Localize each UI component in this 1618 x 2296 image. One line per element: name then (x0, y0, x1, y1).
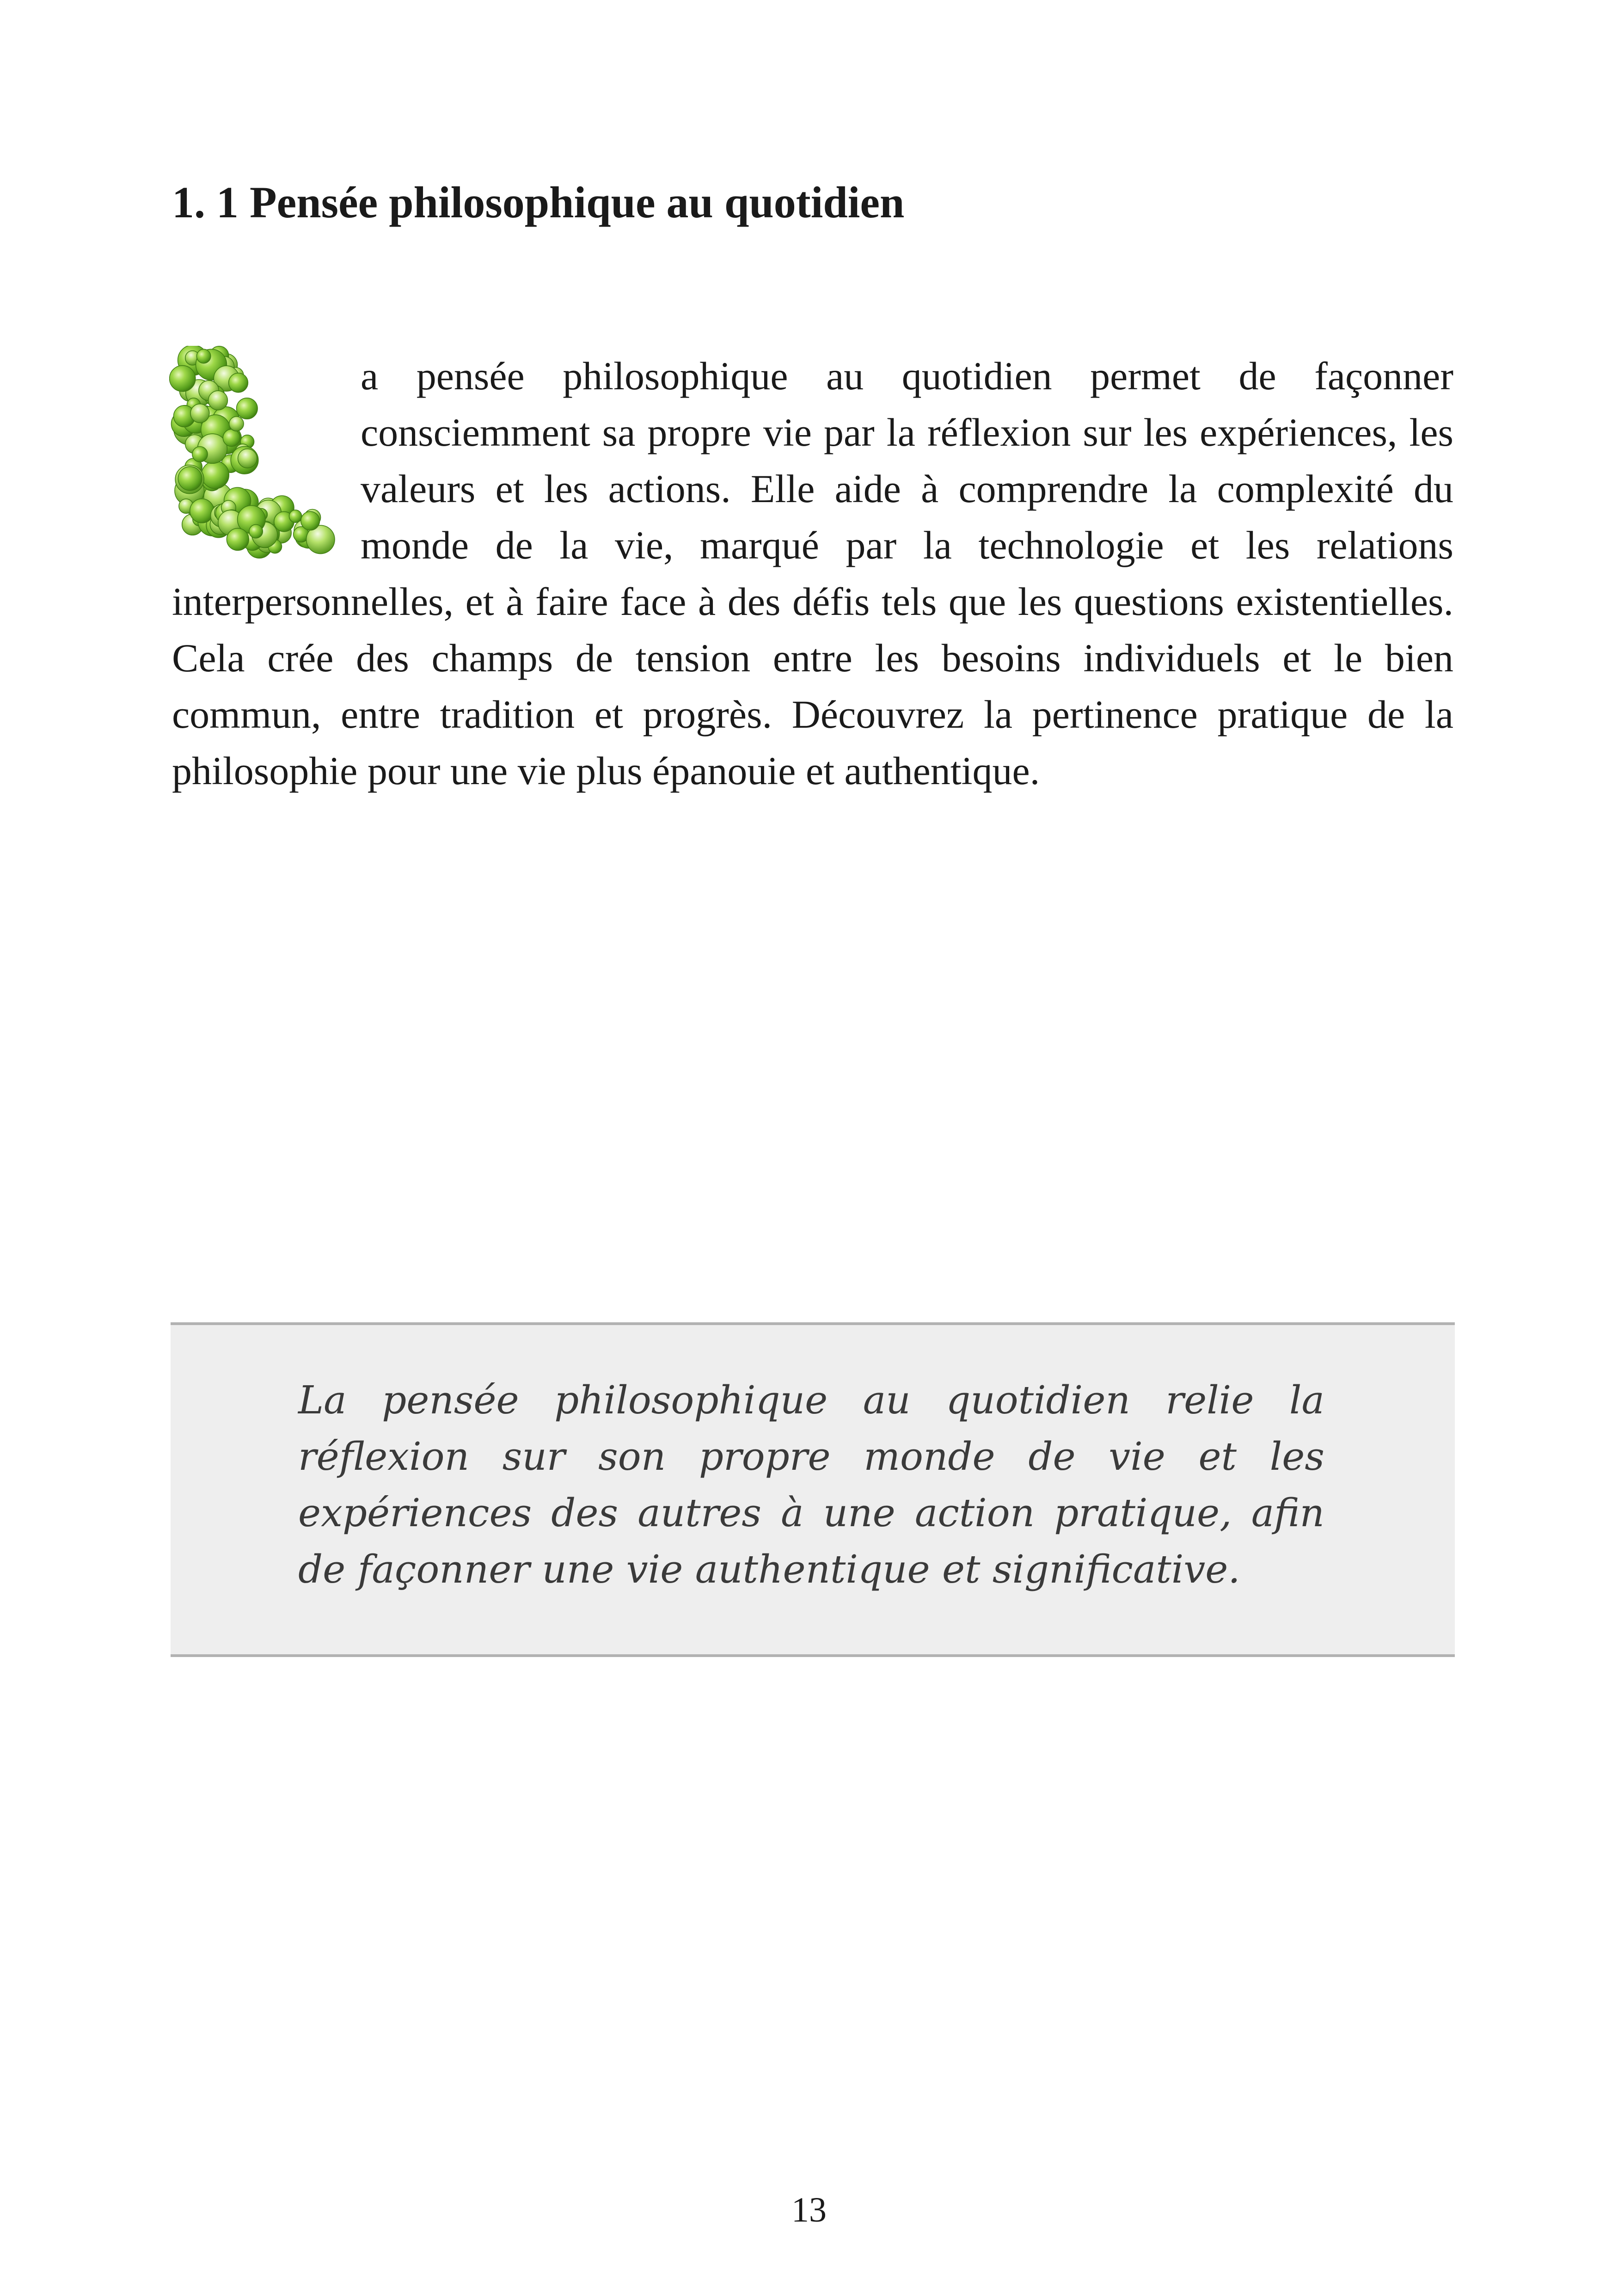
section-heading: 1. 1 Pensée philosophique au quotidien (172, 178, 905, 227)
callout-text: La pensée philosophique au quotidien relie la réflexion sur son propre monde de vie et les expériences des autres à une action pratique, afin de façonner une vie authentique et significative. (298, 1378, 1324, 1592)
intro-paragraph (172, 348, 1453, 799)
callout-box (171, 1322, 1455, 1657)
paragraph-text: a pensée philosophique au quotidien permet de façonner consciemment sa propre vie par la réflexion sur les expériences, les valeurs et les actions. Elle aide à comprendre la complexité du monde de la vie, marqué par la technologie et les relations interpersonnelles, et à faire face à des défis tels que les questions existentielles. Cela crée des champs de tension entre les besoins individuels et le bien commun, entre tradition et progrès. Découvrez la pertinence pratique de la philosophie pour une vie plus épanouie et authentique. (172, 354, 1453, 793)
drop-cap-spacer (172, 348, 361, 570)
page-number: 13 (791, 2191, 827, 2229)
